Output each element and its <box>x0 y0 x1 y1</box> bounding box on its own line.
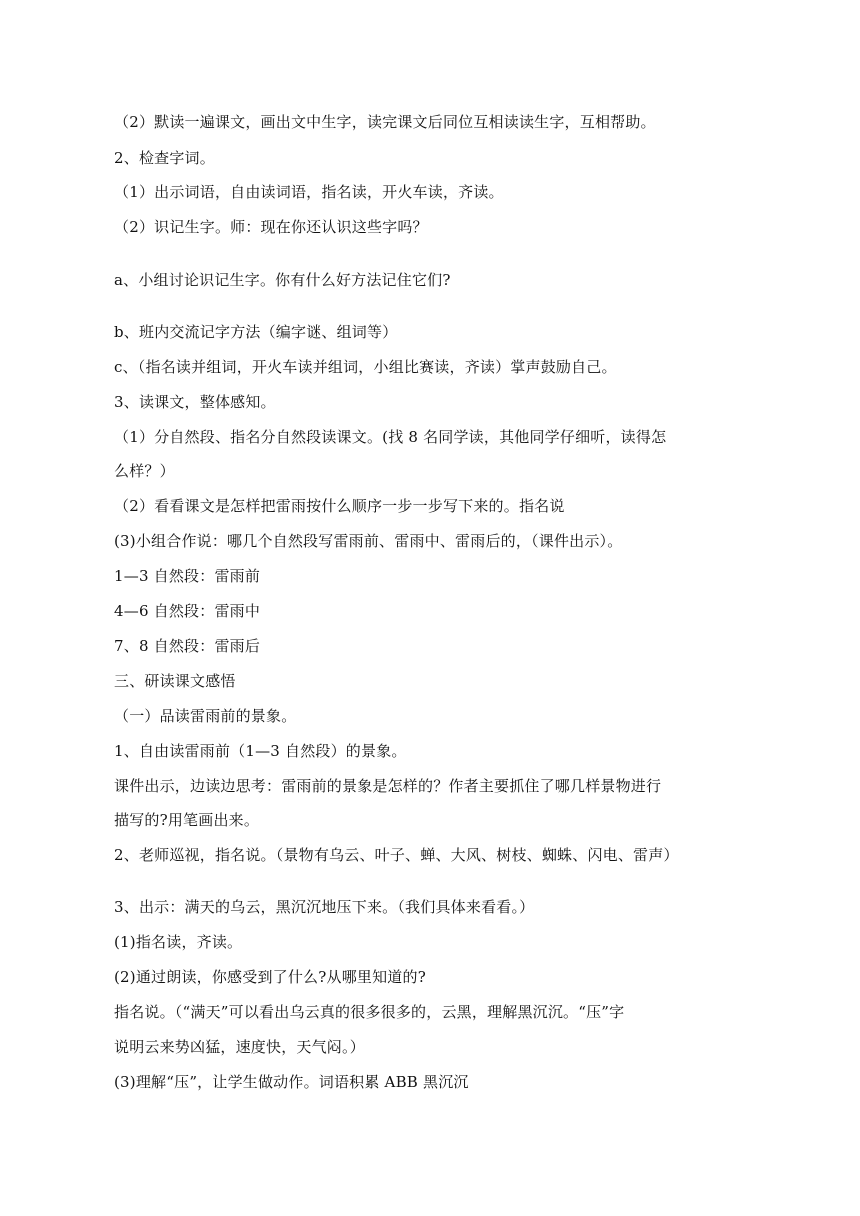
text-line: （2）识记生字。师：现在你还认识这些字吗？ <box>114 218 428 236</box>
text-line: (2)通过朗读，你感受到了什么?从哪里知道的? <box>114 968 426 986</box>
text-line: （2）默读一遍课文，画出文中生字，读完课文后同位互相读读生字，互相帮助。 <box>114 113 656 131</box>
section-heading: 三、研读课文感悟 <box>114 672 236 690</box>
text-line: 指名说。（“满天”可以看出乌云真的很多很多的，云黑，理解黑沉沉。“压”字 <box>114 1003 625 1021</box>
text-line: c、（指名读并组词，开火车读并组词，小组比赛读，齐读）掌声鼓励自己。 <box>114 358 617 376</box>
text-line: （一）品读雷雨前的景象。 <box>114 707 297 725</box>
text-line: 3、出示：满天的乌云，黑沉沉地压下来。（我们具体来看看。） <box>114 898 535 916</box>
text-line: 3、读课文，整体感知。 <box>114 393 276 411</box>
text-line: 说明云来势凶猛，速度快，天气闷。） <box>114 1038 365 1056</box>
text-line: 1、自由读雷雨前（1—3 自然段）的景象。 <box>114 742 407 760</box>
text-line: (3)理解“压”，让学生做动作。词语积累 ABB 黑沉沉 <box>114 1073 469 1091</box>
text-line: a、小组讨论识记生字。你有什么好方法记住它们? <box>114 271 451 289</box>
text-line: 1—3 自然段：雷雨前 <box>114 567 261 585</box>
text-line: 么样？） <box>114 462 175 480</box>
text-line: 7、8 自然段：雷雨后 <box>114 637 261 655</box>
text-line: （1）出示词语，自由读词语，指名读，开火车读，齐读。 <box>114 183 504 201</box>
text-line: 课件出示，边读边思考：雷雨前的景象是怎样的？作者主要抓住了哪几样景物进行 <box>114 777 662 795</box>
text-line: (3)小组合作说：哪几个自然段写雷雨前、雷雨中、雷雨后的，（课件出示）。 <box>114 532 623 550</box>
text-line: 2、老师巡视，指名说。（景物有乌云、叶子、蝉、大风、树枝、蜘蛛、闪电、雷声） <box>114 846 679 864</box>
text-line: 描写的?用笔画出来。 <box>114 811 260 829</box>
text-line: （2）看看课文是怎样把雷雨按什么顺序一步一步写下来的。指名说 <box>114 497 565 515</box>
text-line: 4—6 自然段：雷雨中 <box>114 602 261 620</box>
text-line: （1）分自然段、指名分自然段读课文。(找 8 名同学读，其他同学仔细听，读得怎 <box>114 428 667 446</box>
text-line: 2、检查字词。 <box>114 149 215 167</box>
text-line: (1)指名读，齐读。 <box>114 933 243 951</box>
text-line: b、班内交流记字方法（编字谜、组词等） <box>114 323 398 341</box>
